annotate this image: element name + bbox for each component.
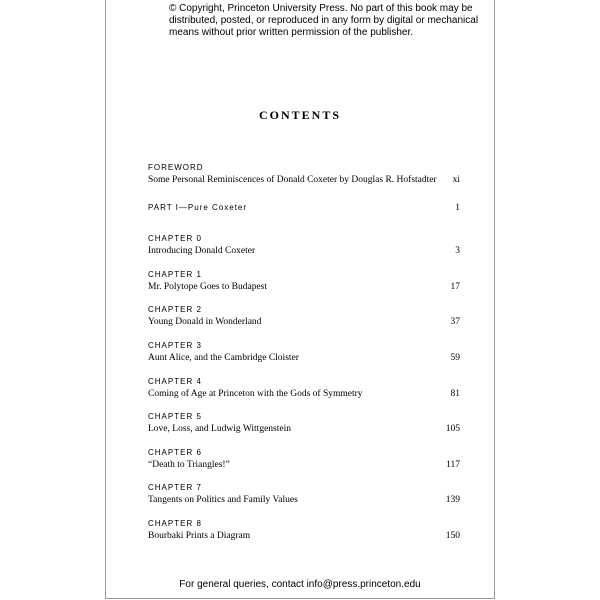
toc-entry-chapter-4: [148, 377, 460, 413]
toc-page-number: xi: [452, 175, 460, 185]
copyright-line: means without prior written permission of the publisher.: [169, 27, 414, 38]
toc-title: Introducing Donald Coxeter: [148, 246, 256, 257]
toc-page-number: 117: [446, 459, 460, 470]
toc-label: CHAPTER 0: [148, 234, 202, 244]
toc-entry-part-1: [148, 199, 460, 235]
toc-label: CHAPTER 8: [148, 518, 202, 528]
toc-page-number: 81: [450, 388, 460, 399]
toc-page-number: 139: [445, 495, 460, 506]
toc-label: CHAPTER 5: [148, 412, 202, 422]
copyright-line: distributed, posted, or reproduced in any form by digital or mechanical: [169, 15, 479, 26]
toc-label: FOREWORD: [148, 163, 204, 172]
copyright-notice: [169, 3, 479, 39]
toc-entry-chapter-2: [148, 305, 460, 341]
toc-title: Tangents on Politics and Family Values: [148, 495, 298, 506]
toc-page-number: 59: [450, 352, 460, 363]
toc-page-number: 105: [445, 424, 460, 435]
toc-label: CHAPTER 6: [148, 447, 202, 457]
toc-title: Some Personal Reminiscences of Donald Coxeter by Douglas R. Hofstadter: [148, 175, 437, 185]
toc-title: Bourbaki Prints a Diagram: [148, 530, 251, 541]
toc-title: Young Donald in Wonderland: [148, 317, 262, 328]
toc-entry-chapter-0: [148, 234, 460, 270]
toc-label: CHAPTER 7: [148, 483, 202, 493]
toc-entry-foreword: [148, 163, 460, 199]
toc-page-number: 3: [455, 246, 460, 257]
toc-label: CHAPTER 3: [148, 340, 202, 350]
toc-label: CHAPTER 1: [148, 269, 202, 279]
toc-entry-chapter-3: [148, 341, 460, 377]
toc-title: Mr. Polytope Goes to Budapest: [148, 281, 268, 292]
toc-entry-chapter-6: [148, 448, 460, 484]
footer-contact: For general queries, contact info@press.princeton.edu: [179, 579, 421, 590]
toc-entry-chapter-5: [148, 412, 460, 448]
toc-label: PART I—Pure Coxeter: [148, 202, 248, 212]
copyright-line: © Copyright, Princeton University Press. No part of this book may be: [169, 3, 473, 14]
toc-entry-chapter-1: [148, 270, 460, 306]
toc-entry-chapter-8: [148, 519, 460, 555]
toc-title: Aunt Alice, and the Cambridge Cloister: [148, 352, 299, 363]
toc-label: CHAPTER 4: [148, 376, 202, 386]
contents-heading: CONTENTS: [258, 108, 342, 122]
toc-page-number: 150: [445, 530, 460, 541]
toc-entry-chapter-7: [148, 483, 460, 519]
toc-title: Coming of Age at Princeton with the Gods of Symmetry: [148, 388, 363, 399]
toc-page-number: 37: [450, 317, 460, 328]
toc-label: CHAPTER 2: [148, 305, 202, 315]
table-of-contents: [148, 163, 460, 555]
toc-page-number: 1: [455, 202, 460, 213]
toc-title: Love, Loss, and Ludwig Wittgenstein: [148, 424, 291, 435]
toc-page-number: 17: [450, 281, 460, 292]
toc-title: “Death to Triangles!”: [148, 459, 230, 470]
